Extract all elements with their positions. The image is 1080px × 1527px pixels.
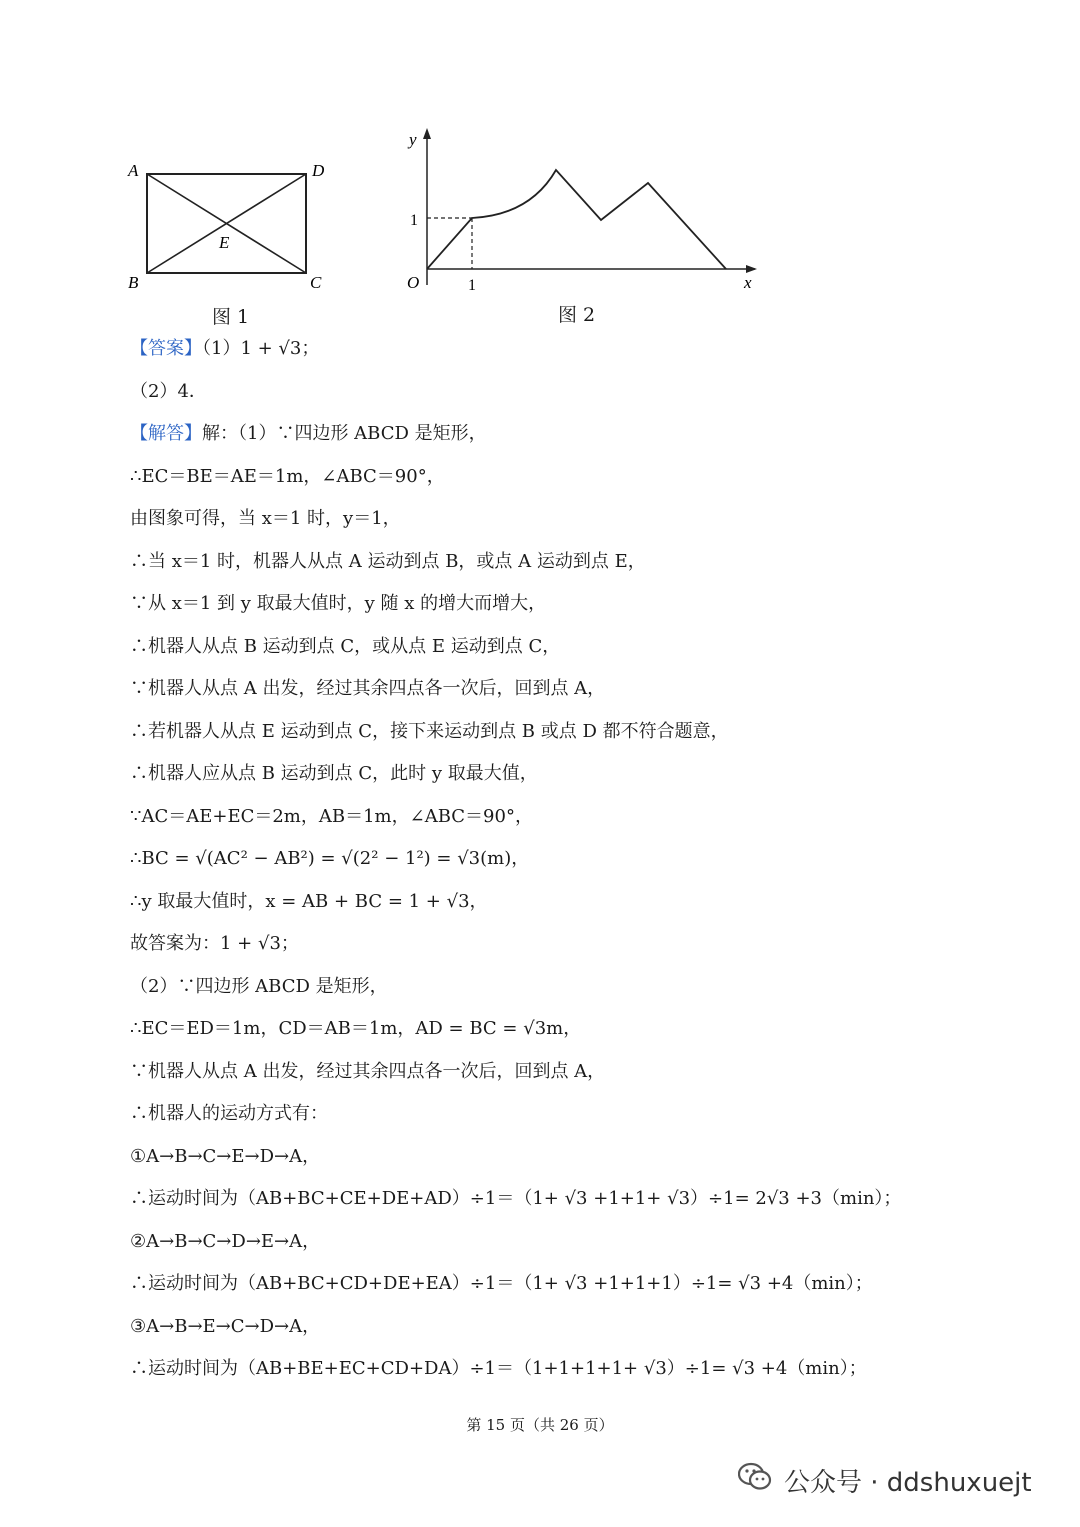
line-text: ∴机器人的运动方式有： bbox=[130, 1103, 328, 1124]
label-E: E bbox=[219, 233, 230, 252]
solution-line bbox=[130, 376, 1030, 419]
y-tick-label: 1 bbox=[410, 212, 418, 229]
solution-line bbox=[130, 1013, 1030, 1056]
solution-line bbox=[130, 1056, 1030, 1099]
page-footer: 第 15 页（共 26 页） bbox=[466, 1416, 614, 1434]
line-text: ∴运动时间为（AB+BC+CE+DE+AD）÷1＝（1+ √3 +1+1+ √3）÷1= 2√3 +3（min）； bbox=[130, 1188, 902, 1209]
line-text: ∵机器人从点 A 出发，经过其余四点各一次后，回到点 A， bbox=[130, 1060, 606, 1082]
label-B: B bbox=[128, 273, 139, 292]
solution-line bbox=[130, 588, 1030, 631]
line-text: ∴若机器人从点 E 运动到点 C，接下来运动到点 B 或点 D 都不符合题意， bbox=[130, 720, 729, 742]
solution-line bbox=[130, 1268, 1030, 1311]
line-text: 故答案为：1 + √3； bbox=[130, 933, 299, 954]
line-text: ∴运动时间为（AB+BE+EC+CD+DA）÷1＝（1+1+1+1+ √3）÷1= √3 +4（min）； bbox=[130, 1358, 867, 1379]
origin-label: O bbox=[407, 273, 420, 292]
line-text: ∴机器人应从点 B 运动到点 C，此时 y 取最大值， bbox=[130, 763, 538, 784]
solution-line bbox=[130, 1226, 1030, 1269]
solution-line bbox=[130, 503, 1030, 546]
line-text: ∴BC = √(AC² − AB²) = √(2² − 1²) = √3(m)， bbox=[130, 848, 530, 869]
wechat-icon bbox=[738, 1462, 772, 1499]
section-tag: 【解答】 bbox=[130, 423, 202, 444]
line-text: 解：（1）∵四边形 ABCD 是矩形， bbox=[202, 423, 487, 444]
figure-1 bbox=[120, 150, 340, 300]
figure-2 bbox=[400, 125, 770, 300]
x-tick-label: 1 bbox=[468, 277, 476, 294]
solution-line bbox=[130, 1311, 1030, 1354]
solution-line bbox=[130, 418, 1030, 461]
line-text: ∴EC＝BE＝AE＝1m，∠ABC＝90°， bbox=[130, 465, 445, 487]
line-text: ①A→B→C→E→D→A， bbox=[130, 1145, 321, 1167]
solution-line bbox=[130, 673, 1030, 716]
rectangle-diagram bbox=[120, 150, 340, 300]
solution-line bbox=[130, 971, 1030, 1014]
line-text: ∵从 x＝1 到 y 取最大值时，y 随 x 的增大而增大， bbox=[130, 593, 547, 614]
solution-text bbox=[130, 333, 1030, 1396]
solution-line bbox=[130, 631, 1030, 674]
figure-1-caption: 图 1 bbox=[212, 306, 250, 328]
label-C: C bbox=[310, 273, 322, 292]
solution-line bbox=[130, 1098, 1030, 1141]
function-graph bbox=[400, 125, 770, 300]
line-text: ∴机器人从点 B 运动到点 C，或从点 E 运动到点 C， bbox=[130, 635, 561, 657]
line-text: （2）∵四边形 ABCD 是矩形， bbox=[130, 975, 388, 997]
solution-line bbox=[130, 886, 1030, 929]
solution-line bbox=[130, 801, 1030, 844]
line-text: ③A→B→E→C→D→A， bbox=[130, 1315, 321, 1337]
label-A: A bbox=[128, 161, 139, 180]
solution-line bbox=[130, 758, 1030, 801]
label-D: D bbox=[312, 161, 325, 180]
watermark-text: 公众号 · ddshuxuejt bbox=[784, 1467, 1032, 1498]
line-text: ∴y 取最大值时，x = AB + BC = 1 + √3， bbox=[130, 890, 488, 912]
solution-line bbox=[130, 843, 1030, 886]
figure-2-caption: 图 2 bbox=[558, 304, 596, 326]
line-text: （2）4． bbox=[130, 380, 207, 402]
line-text: ∴当 x＝1 时，机器人从点 A 运动到点 B，或点 A 运动到点 E， bbox=[130, 550, 646, 572]
line-text: ∵AC＝AE+EC＝2m，AB＝1m，∠ABC＝90°， bbox=[130, 805, 533, 827]
axis-label-y: y bbox=[409, 130, 417, 149]
axis-label-x: x bbox=[744, 273, 752, 292]
solution-line bbox=[130, 1183, 1030, 1226]
solution-line bbox=[130, 333, 1030, 376]
line-text: ②A→B→C→D→E→A， bbox=[130, 1230, 321, 1252]
solution-line bbox=[130, 928, 1030, 971]
solution-line bbox=[130, 461, 1030, 504]
line-text: 由图象可得，当 x＝1 时，y＝1， bbox=[130, 508, 401, 529]
solution-line bbox=[130, 716, 1030, 759]
solution-line bbox=[130, 1353, 1030, 1396]
section-tag: 【答案】 bbox=[130, 338, 202, 359]
solution-line bbox=[130, 546, 1030, 589]
watermark bbox=[738, 1460, 1032, 1500]
line-text: （1）1 + √3； bbox=[202, 338, 320, 359]
line-text: ∴运动时间为（AB+BC+CD+DE+EA）÷1＝（1+ √3 +1+1+1）÷1= √3 +4（min）； bbox=[130, 1273, 873, 1294]
line-text: ∴EC＝ED＝1m，CD＝AB＝1m，AD = BC = √3m， bbox=[130, 1018, 582, 1039]
line-text: ∵机器人从点 A 出发，经过其余四点各一次后，回到点 A， bbox=[130, 678, 606, 699]
solution-line bbox=[130, 1141, 1030, 1184]
